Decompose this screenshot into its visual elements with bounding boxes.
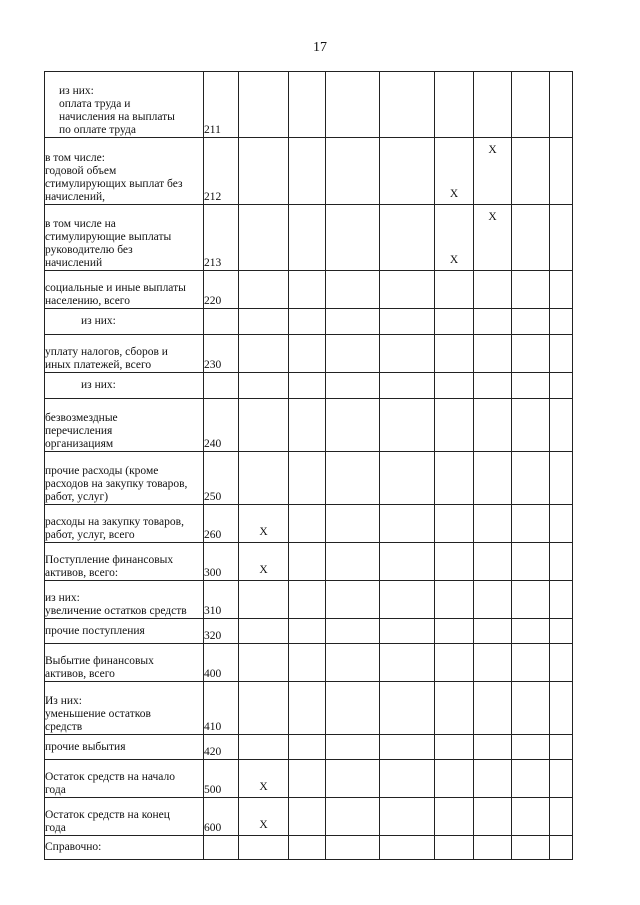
table-row <box>45 505 573 543</box>
table-row <box>45 373 573 399</box>
row-label: прочие поступления <box>45 619 204 644</box>
row-code <box>204 373 239 399</box>
row-code <box>204 836 239 860</box>
table-row <box>45 581 573 619</box>
row-code: 300 <box>204 543 239 581</box>
row-code <box>204 309 239 335</box>
row-label: в том числе: годовой объем стимулирующих выплат без начислений, <box>45 138 204 205</box>
row-code: 310 <box>204 581 239 619</box>
row-code: 212 <box>204 138 239 205</box>
row-label: Выбытие финансовых активов, всего <box>45 644 204 682</box>
row-code: 320 <box>204 619 239 644</box>
row-label: из них: увеличение остатков средств <box>45 581 204 619</box>
x-mark: X <box>435 138 474 205</box>
table-row <box>45 138 573 205</box>
row-label: уплату налогов, сборов и иных платежей, всего <box>45 335 204 373</box>
row-label: Остаток средств на начало года <box>45 760 204 798</box>
table-row <box>45 619 573 644</box>
table-row <box>45 543 573 581</box>
row-label: Справочно: <box>45 836 204 860</box>
table-row <box>45 205 573 271</box>
row-label: прочие выбытия <box>45 735 204 760</box>
table-row <box>45 644 573 682</box>
row-code: 400 <box>204 644 239 682</box>
table-row <box>45 335 573 373</box>
table-row <box>45 271 573 309</box>
row-label: безвозмездные перечисления организациям <box>45 399 204 452</box>
financial-table <box>44 71 573 860</box>
table-row <box>45 309 573 335</box>
row-label: из них: <box>45 309 204 335</box>
x-mark: X <box>239 760 289 798</box>
row-code: 410 <box>204 682 239 735</box>
table-row <box>45 735 573 760</box>
x-mark: X <box>239 543 289 581</box>
table-row <box>45 682 573 735</box>
row-label: Поступление финансовых активов, всего: <box>45 543 204 581</box>
x-mark: X <box>239 505 289 543</box>
x-mark: X <box>239 798 289 836</box>
row-code: 240 <box>204 399 239 452</box>
x-mark: X <box>474 205 512 271</box>
table-row <box>45 452 573 505</box>
row-code: 211 <box>204 72 239 138</box>
row-label: Из них: уменьшение остатков средств <box>45 682 204 735</box>
row-code: 230 <box>204 335 239 373</box>
row-code: 220 <box>204 271 239 309</box>
table-row <box>45 836 573 860</box>
table-row <box>45 760 573 798</box>
page-number: 17 <box>313 40 327 55</box>
row-label: прочие расходы (кроме расходов на закупку товаров, работ, услуг) <box>45 452 204 505</box>
row-label: в том числе на стимулирующие выплаты руководителю без начислений <box>45 205 204 271</box>
row-code: 250 <box>204 452 239 505</box>
x-mark: X <box>474 138 512 205</box>
row-code: 500 <box>204 760 239 798</box>
table-row <box>45 72 573 138</box>
row-label: расходы на закупку товаров, работ, услуг, всего <box>45 505 204 543</box>
table-row <box>45 399 573 452</box>
table-row <box>45 798 573 836</box>
row-code: 600 <box>204 798 239 836</box>
row-label: Остаток средств на конец года <box>45 798 204 836</box>
row-code: 420 <box>204 735 239 760</box>
row-label: из них: <box>45 373 204 399</box>
row-code: 260 <box>204 505 239 543</box>
row-label: социальные и иные выплаты населению, всего <box>45 271 204 309</box>
row-code: 213 <box>204 205 239 271</box>
x-mark: X <box>435 205 474 271</box>
row-label: из них: оплата труда и начисления на выплаты по оплате труда <box>45 72 204 138</box>
